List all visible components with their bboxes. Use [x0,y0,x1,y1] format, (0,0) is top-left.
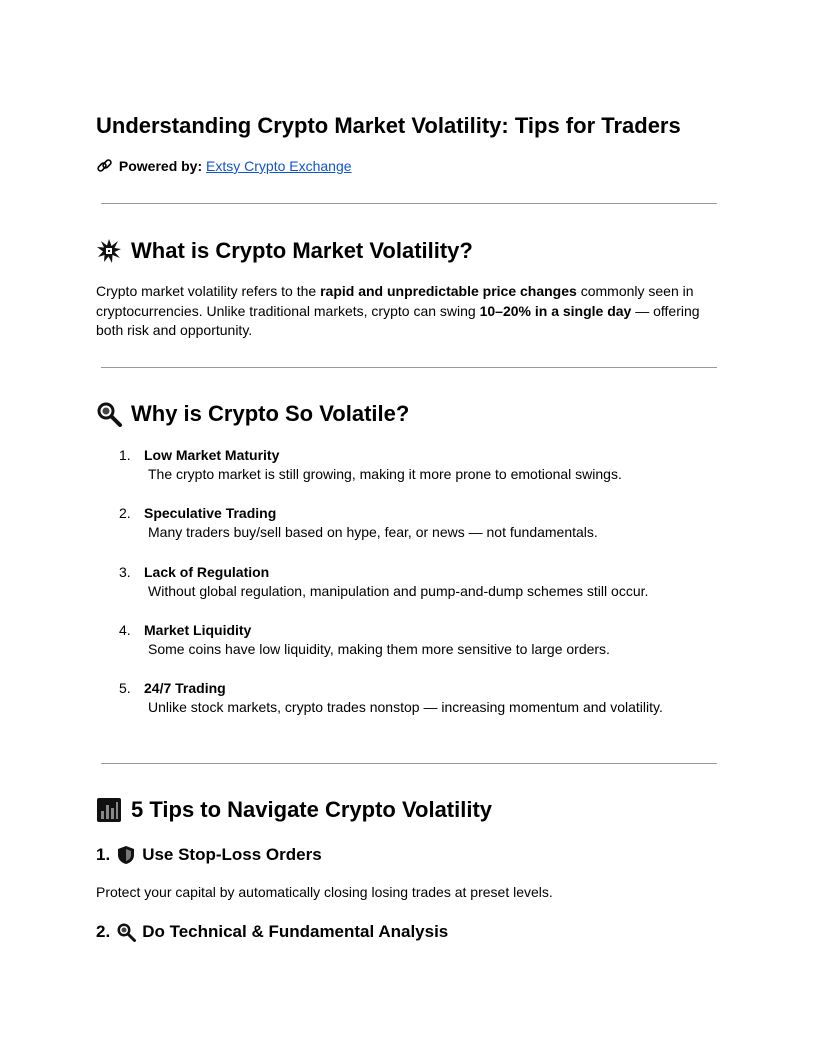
tips-heading-text: 5 Tips to Navigate Crypto Volatility [131,797,493,822]
tip-1-heading [96,844,322,866]
what-is-heading-text: What is Crypto Market Volatility? [131,238,473,263]
list-item [96,504,720,562]
list-item-description: Many traders buy/sell based on hype, fear, or news — not fundamentals. [148,524,598,541]
list-item [96,679,720,737]
list-item-number: 4. [119,621,131,638]
list-item [96,563,720,621]
list-item-description: The crypto market is still growing, making it more prone to emotional swings. [148,466,622,482]
tip-1-number: 1. [96,845,111,864]
divider [101,763,717,764]
tip-1-description: Protect your capital by automatically closing losing trades at preset levels. [96,884,553,900]
list-item-number: 3. [119,563,131,580]
what-is-text-2: commonly seen in cryptocurrencies. Unlike traditional markets, crypto can swing [96,283,694,319]
why-heading [96,400,409,428]
what-is-text-1: Crypto market volatility refers to the [96,283,321,299]
list-item-title: Low Market Maturity [144,447,280,463]
list-item [96,621,720,679]
list-item-number: 1. [119,447,131,463]
document-title: Understanding Crypto Market Volatility: Tips for Traders [96,113,681,138]
link-icon [96,157,113,174]
magnifying-glass-icon [116,922,136,942]
divider [101,203,717,204]
shield-icon [116,845,136,865]
list-item-description: Some coins have low liquidity, making them more sensitive to large orders. [148,640,610,657]
list-item-title: Market Liquidity [144,621,252,638]
magnifying-glass-icon [96,401,122,427]
tip-2-title: Do Technical & Fundamental Analysis [142,922,449,941]
why-heading-text: Why is Crypto So Volatile? [131,401,410,426]
tip-2-number: 2. [96,922,111,941]
bar-chart-icon [96,797,122,823]
list-item-title: 24/7 Trading [144,680,226,697]
document-page [96,0,720,1056]
list-item-number: 2. [119,505,131,522]
what-is-bold-2: 10–20% in a single day [479,302,632,319]
reasons-list [96,446,720,737]
what-is-heading [96,237,473,265]
powered-by-label: Powered by: [118,158,203,174]
list-item [96,446,720,504]
what-is-paragraph [96,282,720,341]
what-is-bold-1: rapid and unpredictable price changes [320,283,577,299]
powered-by-line [96,157,352,175]
tip-1-title: Use Stop-Loss Orders [142,845,322,864]
list-item-number: 5. [119,680,131,697]
tip-2-heading [96,921,448,943]
extsy-exchange-link[interactable]: Extsy Crypto Exchange [206,158,352,174]
list-item-title: Speculative Trading [144,505,277,522]
list-item-description: Without global regulation, manipulation and pump-and-dump schemes still occur. [148,582,649,599]
what-is-text-3: — offering both risk and opportunity. [96,302,700,338]
list-item-title: Lack of Regulation [144,563,270,580]
collision-icon [96,238,122,264]
tips-heading [96,796,492,824]
list-item-description: Unlike stock markets, crypto trades nonstop — increasing momentum and volatility. [148,699,663,716]
divider [101,367,717,368]
